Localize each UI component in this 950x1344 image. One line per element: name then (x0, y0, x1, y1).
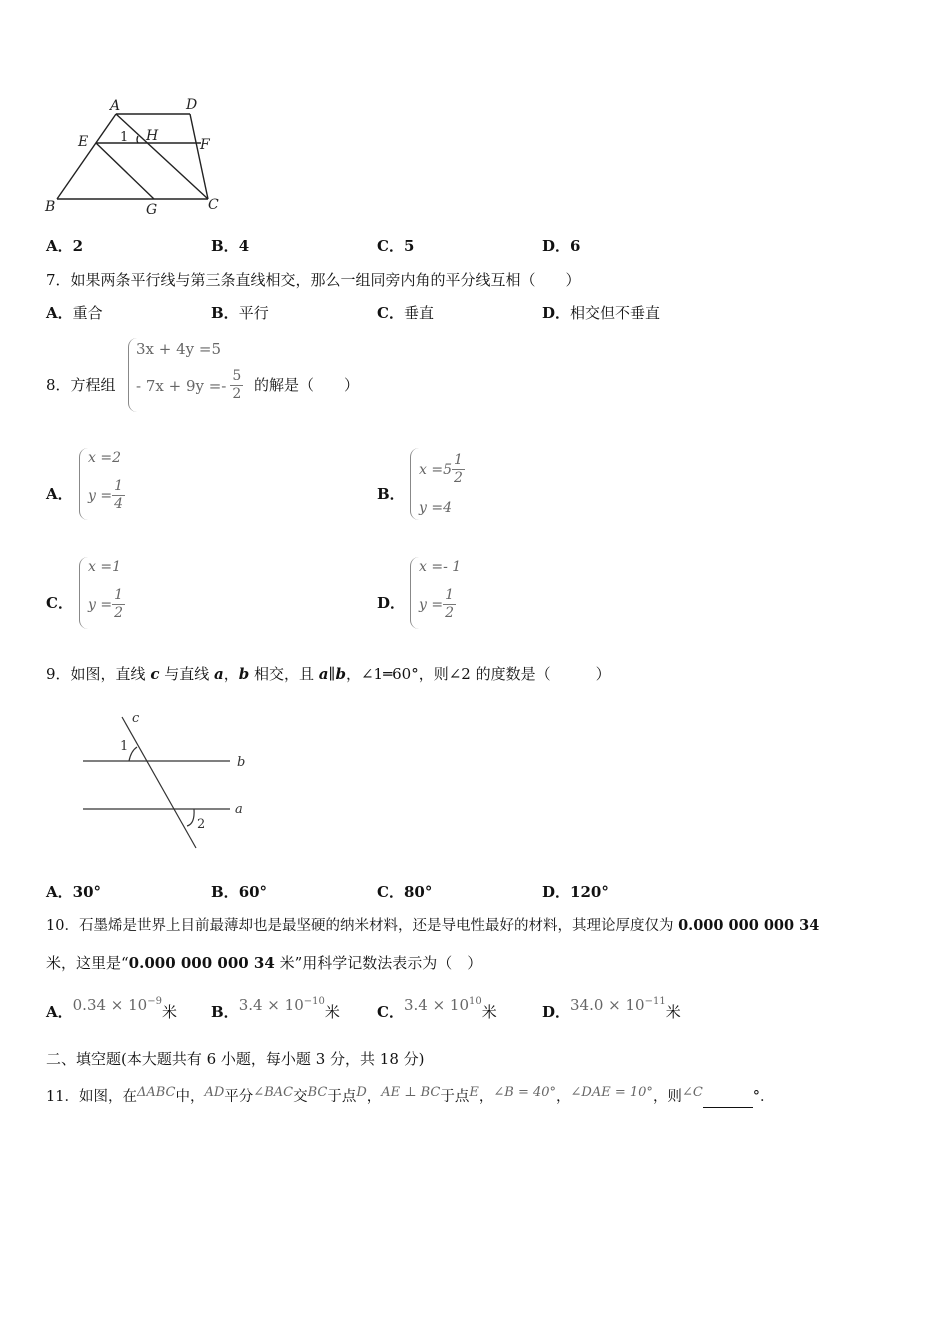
q8-option-a-line1: x =2 (88, 450, 121, 466)
q10-option-c[interactable]: C．$3.4 \times 10^{10}$米 (377, 996, 497, 1021)
q8-prefix: 8．方程组 (46, 376, 116, 394)
q10-stem-line1: 10．石墨烯是世界上目前最薄却也是最坚硬的纳米材料，还是导电性最好的材料，其理论厚度仅为 0.000 000 000 34 (46, 917, 820, 934)
label-angle-1: 1 (120, 130, 129, 145)
q6-option-d[interactable]: D．6 (542, 237, 581, 255)
q7-option-d[interactable]: D．相交但不垂直 (542, 304, 661, 322)
segment-DC (190, 114, 208, 199)
q8-option-d-line1: x =- 1 (419, 559, 462, 575)
figure-q6-trapezoid (40, 92, 230, 222)
q7-option-b[interactable]: B．平行 (211, 304, 269, 322)
q9-stem: 9．如图，直线 c 与直线 a，b 相交，且 a∥b，∠1═60°，则∠2 的度数是（ ） (46, 665, 611, 683)
q6-option-c[interactable]: C．5 (377, 237, 415, 255)
q8-equation-1: 3x + 4y =5 (136, 340, 222, 358)
q9-option-a[interactable]: A．30° (46, 883, 102, 901)
label-B: B (45, 199, 56, 215)
q8-equation-2 (136, 368, 243, 403)
q10-option-a[interactable]: A．$0.34 \times 10^{-9}$米 (46, 996, 177, 1021)
q8-option-b-letter[interactable]: B． (377, 485, 405, 503)
q10-stem-line2: 米，这里是“0.000 000 000 34 米”用科学记数法表示为（ ） (46, 954, 483, 972)
q8-option-c-brace (79, 557, 88, 629)
q8-option-c-letter[interactable]: C． (46, 594, 73, 612)
q8-eq2-left: - 7x + 9y =- (136, 376, 227, 395)
q7-option-a[interactable]: A．重合 (46, 304, 103, 322)
section-heading-fill-in: 二、填空题(本大题共有 6 小题，每小题 3 分，共 18 分) (46, 1050, 425, 1068)
label-E: E (78, 134, 89, 150)
q6-option-a[interactable]: A．2 (46, 237, 84, 255)
q10-option-d[interactable]: D．$34.0 \times 10^{-11}$米 (542, 996, 681, 1021)
q8-suffix: 的解是（ ） (254, 376, 360, 394)
figure-q9-parallel-lines (75, 705, 265, 855)
q11-stem: 11．如图，在ΔABC中，AD平分∠BAC交BC于点D，AE ⊥ BC于点E，∠B = 40°，∠DAE = 10°，则∠C °． (46, 1087, 775, 1108)
label-D: D (186, 97, 198, 113)
q8-option-d-line2: y = $\frac{1}{2}$ (419, 587, 455, 621)
label-H: H (146, 128, 159, 144)
q8-option-c-line2: y = $\frac{1}{2}$ (88, 587, 124, 621)
q8-eq2-num: 5 (232, 368, 242, 384)
label-A: A (110, 98, 121, 114)
label-F: F (200, 137, 210, 153)
label-angle-2: 2 (197, 817, 206, 832)
angle-arc-1 (129, 747, 137, 761)
q8-eq2-den: 2 (232, 386, 242, 402)
angle-arc-1 (137, 136, 138, 143)
q8-option-a-letter[interactable]: A． (46, 485, 73, 503)
q8-option-b-line2: y =4 (419, 500, 452, 516)
q9-option-c[interactable]: C．80° (377, 883, 433, 901)
q9-option-d[interactable]: D．120° (542, 883, 609, 901)
label-c: c (132, 711, 140, 726)
q9-option-b[interactable]: B．60° (211, 883, 268, 901)
q8-option-b-line1: x =5 $\frac{1}{2}$ (419, 452, 463, 486)
q7-stem: 7．如果两条平行线与第三条直线相交，那么一组同旁内角的平分线互相（ ） (46, 271, 581, 289)
label-C: C (208, 197, 219, 213)
label-a: a (235, 802, 243, 817)
q8-option-a-brace (79, 448, 88, 520)
q8-option-b-brace (410, 448, 419, 520)
q6-option-b[interactable]: B．4 (211, 237, 250, 255)
q11-answer-blank[interactable] (703, 1093, 753, 1108)
q7-option-c[interactable]: C．垂直 (377, 304, 434, 322)
segment-AB (57, 114, 116, 199)
segment-EG (96, 143, 154, 199)
label-G: G (146, 202, 158, 218)
q8-option-d-letter[interactable]: D． (377, 594, 406, 612)
label-angle-1: 1 (120, 739, 129, 754)
segment-AC (116, 114, 208, 199)
q8-option-a-line2: y = $\frac{1}{4}$ (88, 478, 124, 512)
line-c (122, 717, 196, 848)
label-b: b (237, 755, 246, 770)
q8-option-d-brace (410, 557, 419, 629)
q8-option-c-line1: x =1 (88, 559, 121, 575)
angle-arc-2 (187, 809, 194, 826)
q10-option-b[interactable]: B．$3.4 \times 10^{-10}$米 (211, 996, 340, 1021)
